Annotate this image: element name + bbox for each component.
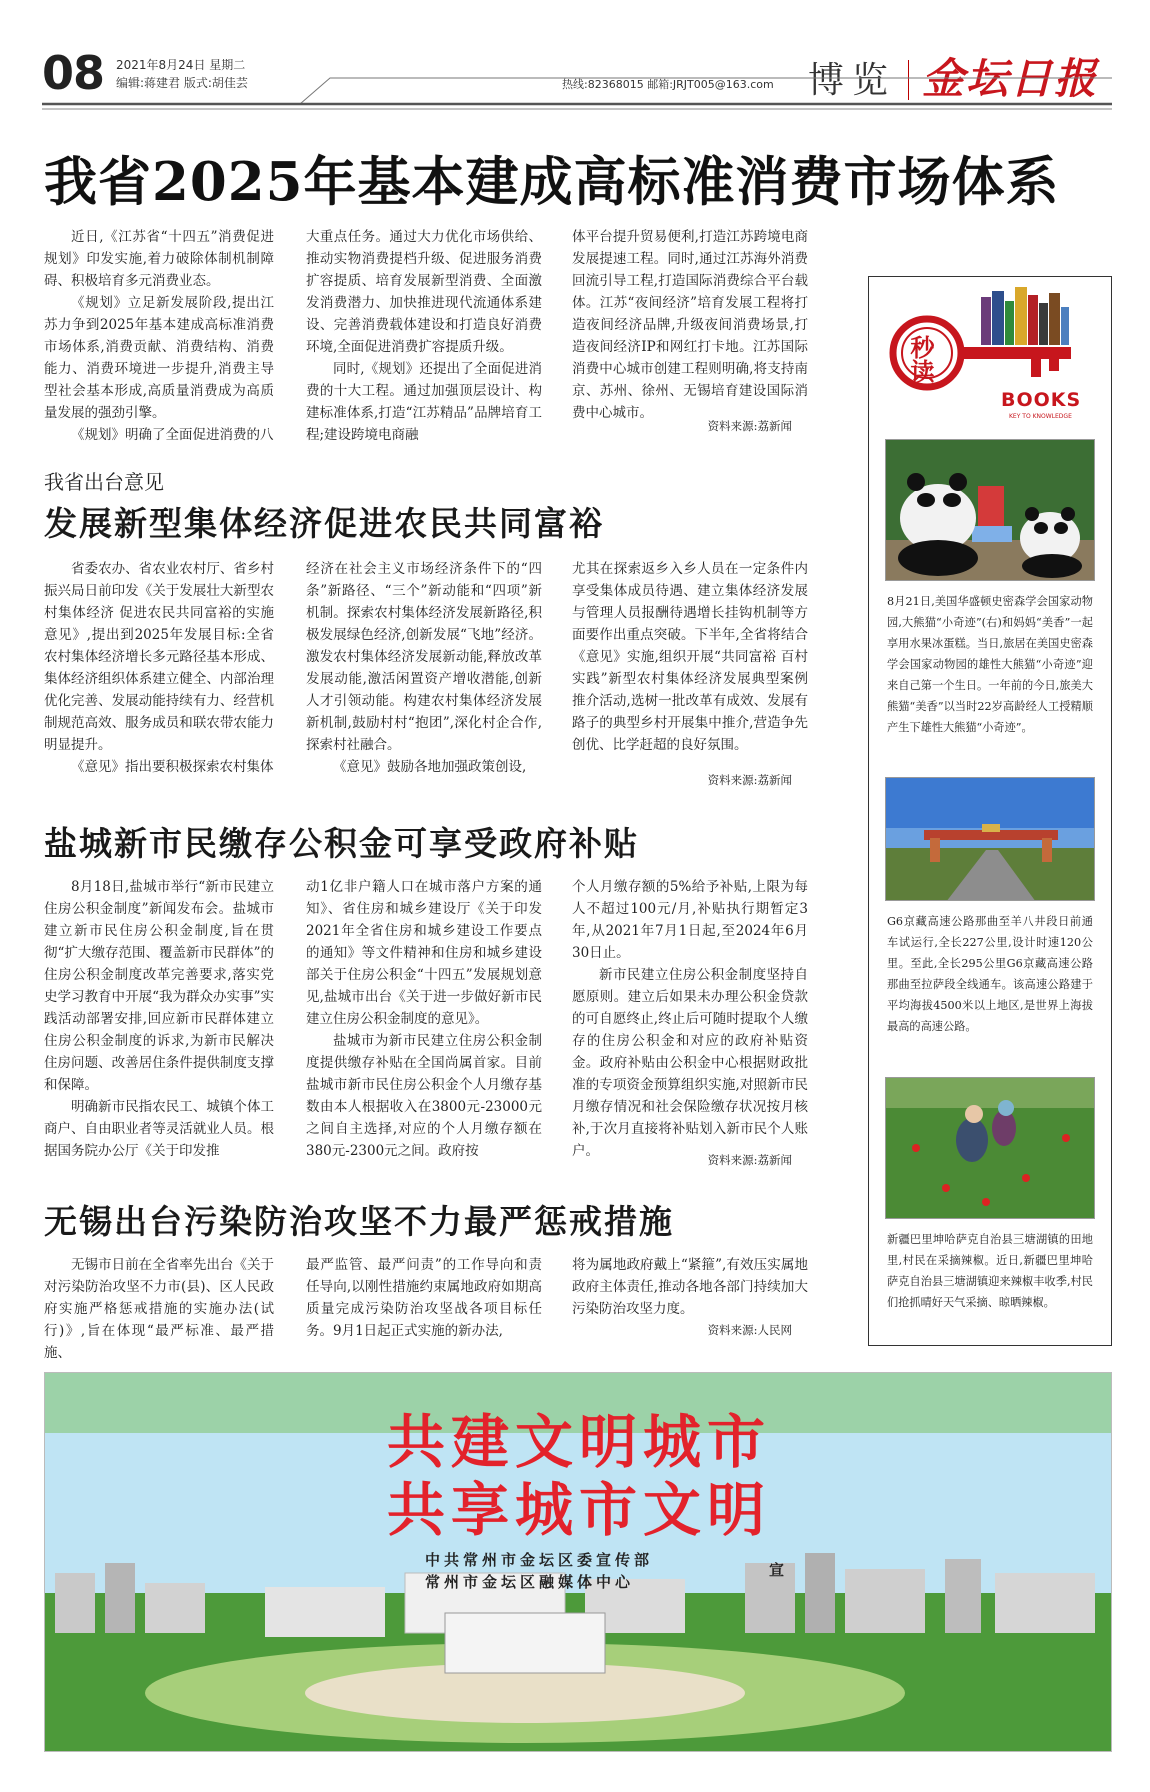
- banner-org-suffix: 宣: [769, 1561, 785, 1579]
- paragraph: 《规划》明确了全面促进消费的八: [71, 427, 274, 443]
- paragraph: 明确新市民指农民工、城镇个体工商户、自由职业者等灵活就业人员。根据国务院办公厅《关于印发推: [44, 1099, 274, 1159]
- article3-col3: [572, 876, 808, 1162]
- hotline: 热线:82368015 邮箱:JRJT005@163.com: [562, 78, 774, 91]
- panda-caption: 8月21日,美国华盛顿史密森学会国家动物园,大熊猫“小奇迹”(右)和妈妈“美香”一起享用水果冰蛋糕。当日,旅居在美国史密森学会国家动物园的雄性大熊猫“小奇迹”迎来自己第一个生日。一年前的今日,旅美大熊猫“美香”以当时22岁高龄经人工授精顺产生下雄性大熊猫“小奇迹”。: [887, 595, 1093, 734]
- paragraph: 体平台提升贸易便利,打造江苏跨境电商发展提速工程。同时,通过江苏海外消费回流引导工程,打造国际消费综合平台载体。江苏“夜间经济”培育发展工程将打造夜间经济品牌,升级夜间消费场景,打造夜间经济IP和网红打卡地。江苏国际消费中心城市创建工程则明确,将支持南京、苏州、徐州、无锡培育建设国际消费中心城市。: [572, 229, 808, 421]
- logo-tagline: KEY TO KNOWLEDGE: [1009, 413, 1072, 420]
- article1-col2: [306, 226, 542, 446]
- paragraph: 同时,《规划》还提出了全面促进消费的十大工程。通过加强顶层设计、构建标准体系,打造“江苏精品”品牌培育工程;建设跨境电商融: [306, 361, 542, 443]
- article1-headline: 我省2025年基本建成高标准消费市场体系: [44, 151, 1060, 213]
- editor-line: 编辑:蒋建君 版式:胡佳芸: [116, 76, 248, 90]
- paragraph: 近日,《江苏省“十四五”消费促进规划》印发实施,着力破除体制机制障碍、积极培育多元消费业态。: [44, 229, 274, 289]
- article4-col2: [306, 1254, 542, 1342]
- banner-slogan-line2: 共享城市文明: [386, 1476, 771, 1544]
- paragraph: 8月18日,盐城市举行“新市民建立住房公积金制度”新闻发布会。盐城市建立新市民住房公积金制度,旨在贯彻“扩大缴存范围、覆盖新市民群体”的住房公积金制度改革完善要求,落实党史学习教育中开展“我为群众办实事”实践活动部署安排,回应新市民群体建立住房公积金制度的诉求,为新市民解决住房问题、改善居住条件提供制度支撑和保障。: [44, 879, 274, 1093]
- article2-col2: [306, 558, 542, 778]
- article4-col1: [44, 1254, 274, 1364]
- header-rule: [0, 0, 1150, 120]
- paragraph: 动1亿非户籍人口在城市落户方案的通知》、省住房和城乡建设厅《关于印发2021年全省住房和城乡建设工作要点的通知》等文件精神和住房和城乡建设部关于住房公积金“十四五”发展规划意见,盐城市出台《关于进一步做好新市民建立住房公积金制度的意见》。: [306, 879, 542, 1027]
- photo-sidebar: [868, 276, 1112, 1346]
- page-number: 08: [42, 46, 105, 100]
- paragraph: 尤其在探索返乡入乡人员在一定条件内享受集体成员待遇、建立集体经济发展与管理人员报酬待遇增长挂钩机制等方面要作出重点突破。下半年,全省将结合《意见》实施,组织开展“共同富裕 百村实践”新型农村集体经济发展典型案例推介活动,选树一批改革有成效、发展有路子的典型乡村开展集中推介,营造争先创优、比学赶超的良好氛围。: [572, 561, 808, 753]
- paragraph: 经济在社会主义市场经济条件下的“四条”新路径、“三个”新动能和“四项”新机制。探索农村集体经济发展新路径,积极发展绿色经济,创新发展“飞地”经济。激发农村集体经济发展新动能,释放改革发展动能,激活闲置资产增收潜能,创新人才引领动能。构建农村集体经济发展新机制,鼓励村村“抱团”,深化村企合作,探索村社融合。: [306, 561, 542, 753]
- article4-headline: 无锡出台污染防治攻坚不力最严惩戒措施: [44, 1202, 674, 1241]
- logo-main-text: 秒读: [906, 335, 935, 383]
- chili-harvest-image: [886, 1078, 1095, 1219]
- panda-photo: [885, 439, 1095, 581]
- highway-caption: G6京藏高速公路那曲至羊八井段日前通车试运行,全长227公里,设计时速120公里。至此,全长295公里G6京藏高速公路那曲至拉萨段全线通车。该高速公路建于平均海拔4500米以上地区,是世界上海拔最高的高速公路。: [887, 915, 1093, 1033]
- paragraph: 新市民建立住房公积金制度坚持自愿原则。建立后如果未办理公积金贷款的可自愿终止,终止后可随时提取个人缴存的住房公积金和对应的政府补贴资金。政府补贴由公积金中心根据财政批准的专项资金预算组织实施,对照新市民月缴存情况和社会保险缴存状况按月核补,于次月直接将补贴划入新市民个人账户。: [572, 967, 808, 1159]
- highway-photo: [885, 777, 1095, 901]
- paragraph: 省委农办、省农业农村厅、省乡村振兴局日前印发《关于发展壮大新型农村集体经济 促进农民共同富裕的实施意见》,提出到2025年发展目标:全省农村集体经济增长多元路径基本形成、集体经济组织体系建立健全、内部治理优化完善、发展动能持续有力、经营机制规范高效、服务成员和联农带农能力明显提升。: [44, 561, 274, 753]
- banner-slogan-line1: 共建文明城市: [386, 1408, 771, 1476]
- chili-caption: 新疆巴里坤哈萨克自治县三塘湖镇的田地里,村民在采摘辣椒。近日,新疆巴里坤哈萨克自治县三塘湖镇迎来辣椒丰收季,村民们抢抓晴好天气采摘、晾晒辣椒。: [887, 1233, 1093, 1309]
- paragraph: 个人月缴存额的5%给予补贴,上限为每人不超过100元/月,补贴执行期暂定3年,从2021年7月1日起,至2024年6月30日止。: [572, 879, 808, 961]
- article4-source: 资料来源:人民网: [707, 1323, 792, 1337]
- article2-col1: [44, 558, 274, 778]
- article2-source: 资料来源:荔新闻: [707, 773, 792, 787]
- article3-headline: 盐城新市民缴存公积金可享受政府补贴: [44, 824, 639, 863]
- article3-col2: [306, 876, 542, 1162]
- paragraph: 最严监管、最严问责”的工作导向和责任导向,以刚性措施约束属地政府如期高质量完成污染防治攻坚战各项目标任务。9月1日起正式实施的新办法,: [306, 1257, 542, 1339]
- article3-col1: [44, 876, 274, 1162]
- article1-col3: [572, 226, 808, 424]
- logo-books-text: BOOKS: [1001, 389, 1082, 411]
- banner-org-line2: 常州市金坛区融媒体中心: [425, 1573, 635, 1591]
- paragraph: 大重点任务。通过大力优化市场供给、推动实物消费提档升级、促进服务消费扩容提质、培育发展新型消费、全面激发消费潜力、加快推进现代流通体系建设、完善消费载体建设和打造良好消费环境,全面促进消费扩容提质升级。: [306, 229, 542, 355]
- article1-col1: [44, 226, 274, 446]
- date-line: 2021年8月24日 星期二: [116, 58, 246, 72]
- chili-photo: [885, 1077, 1095, 1219]
- paragraph: 无锡市日前在全省率先出台《关于对污染防治攻坚不力市(县)、区人民政府实施严格惩戒措施的实施办法(试行)》,旨在体现“最严标准、最严措施、: [44, 1257, 274, 1361]
- banner-org-line1: 中共常州市金坛区委宣传部: [425, 1551, 654, 1569]
- article3-source: 资料来源:荔新闻: [707, 1153, 792, 1167]
- miaodu-logo: [889, 283, 1089, 433]
- article2-col3: [572, 558, 808, 756]
- paragraph: 《意见》指出要积极探索农村集体: [71, 759, 274, 775]
- article1-source: 资料来源:荔新闻: [707, 419, 792, 433]
- civilization-banner: [44, 1372, 1112, 1752]
- paragraph: 盐城市为新市民建立住房公积金制度提供缴存补贴在全国尚属首家。目前盐城市新市民住房公积金个人月缴存基数由本人根据收入在3800元-23000元之间自主选择,对应的个人月缴存额在380元-2300元之间。政府按: [306, 1033, 542, 1159]
- masthead-logo: 金坛日报: [922, 54, 1099, 103]
- article4-col3: [572, 1254, 808, 1320]
- article2-kicker: 我省出台意见: [44, 470, 164, 494]
- panda-image: [886, 440, 1095, 581]
- paragraph: 将为属地政府戴上“紧箍”,有效压实属地政府主体责任,推动各地各部门持续加大污染防治攻坚力度。: [572, 1257, 808, 1317]
- highway-image: [886, 778, 1095, 901]
- section-name: 博览: [808, 60, 897, 101]
- paragraph: 《规划》立足新发展阶段,提出江苏力争到2025年基本建成高标准消费市场体系,消费贡献、消费结构、消费能力、消费环境进一步提升,消费主导型社会基本形成,高质量消费成为高质量发展的强劲引擎。: [44, 295, 274, 421]
- article2-headline: 发展新型集体经济促进农民共同富裕: [44, 504, 604, 543]
- paragraph: 《意见》鼓励各地加强政策创设,: [333, 759, 527, 775]
